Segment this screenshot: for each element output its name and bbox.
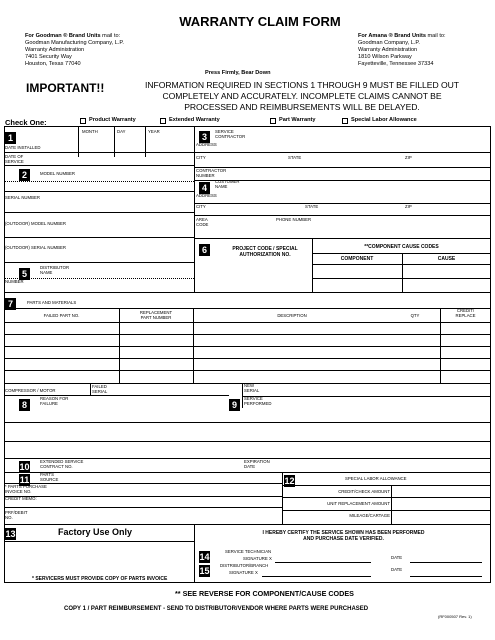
area-code-label: AREA CODE [196,217,209,227]
right-intro: For Amana ® Brand Units mail to: [358,33,446,39]
parts-source-label: PARTS SOURCE [40,472,59,482]
day-label: DAY [117,129,126,134]
right-address-line: Warranty Administration [358,46,418,53]
left-address-line: Warranty Administration [25,46,85,53]
phone-number-label: PHONE NUMBER [276,217,312,222]
project-code-label: PROJECT CODE / SPECIAL AUTHORIZATION NO. [232,246,298,258]
customer-address-label: ADDRESS [196,193,217,198]
contractor-city-field[interactable] [194,167,491,168]
year-label: YEAR [148,129,160,134]
parts-row[interactable] [4,334,491,335]
customer-city-label: CITY [196,204,206,209]
right-mailing-address [358,33,488,68]
credit-memo-label: CREDIT MEMO: [5,496,37,501]
section-3-number: 3 [199,131,210,143]
model-number-label: MODEL NUMBER [40,171,75,176]
month-label: MONTH [82,129,98,134]
customer-state-label: STATE [305,204,319,209]
customer-city-field[interactable] [194,215,491,216]
section-6-number: 6 [199,244,210,256]
prf-debit-label: PRF/DEBIT NO. [5,510,28,520]
left-intro: For Goodman ® Brand Units mail to: [25,33,121,39]
unit-replacement-field[interactable] [282,510,491,511]
parts-materials-label: PARTS AND MATERIALS [27,300,77,305]
right-address-line: Goodman Company, L.P. [358,39,420,46]
part-warranty-checkbox[interactable] [270,118,276,124]
important-line: PROCESSED AND REIMBURSEMENTS WILL BE DELAYED. [184,102,420,112]
outdoor-model-label: (OUTDOOR) MODEL NUMBER [5,221,66,226]
phone-number-field[interactable] [194,238,491,239]
technician-date-field[interactable] [410,562,482,563]
contractor-address-field[interactable] [194,152,491,153]
model-number-field[interactable] [4,191,194,192]
see-reverse-note: ** SEE REVERSE FOR COMPONENT/CAUSE CODES [175,589,354,598]
section-8-number: 8 [19,399,30,411]
section-9-number: 9 [229,399,240,411]
product-warranty-checkbox[interactable] [80,118,86,124]
special-labor-label: Special Labor Allowance [351,117,417,123]
replacement-header: REPLACEMENT PART NUMBER [139,310,173,320]
extended-contract-label: EXTENDED SERVICE CONTRACT NO. [40,459,84,469]
contractor-zip-label: ZIP [405,155,412,160]
copy-note: COPY 1 / PART REIMBURSEMENT - SEND TO DISTRIBUTOR/VENDOR WHERE PARTS WERE PURCHASED [64,606,369,612]
product-warranty-label: Product Warranty [89,117,136,123]
date-installed-field[interactable] [4,152,194,153]
reason-failure-field[interactable] [4,422,491,423]
parts-invoice-label: * PARTS PURCHASE INVOICE NO. [5,484,47,494]
important-line: INFORMATION REQUIRED IN SECTIONS 1 THROUGH 9 MUST BE FILLED OUT [145,80,459,90]
technician-label: SERVICE TECHNICIAN [225,549,272,554]
outdoor-serial-field[interactable] [4,262,194,263]
date-installed-label: DATE INSTALLED [5,145,41,150]
technician-signature-field[interactable] [275,562,371,563]
credit-check-label: CREDIT/CHECK AMOUNT [338,489,390,494]
serial-number-field[interactable] [4,212,194,213]
service-performed-field[interactable] [4,441,491,442]
extended-warranty-label: Extended Warranty [169,117,220,123]
customer-name-label: CUSTOMER NAME [215,179,240,189]
technician-signature-label: SIGNATURE X [243,556,272,561]
parts-invoice-field[interactable] [4,496,282,497]
credit-check-field[interactable] [282,497,491,498]
important-line: COMPLETELY AND ACCURATELY. INCOMPLETE CLAIMS CANNOT BE [162,91,442,101]
important-text [112,80,492,113]
contractor-number-label: CONTRACTOR NUMBER [196,168,227,178]
credit-replace-header: CREDIT/ REPLACE [455,308,476,318]
section-12-number: 12 [284,476,295,486]
date-of-service-field[interactable] [4,165,194,166]
press-note: Press Firmly, Bear Down [205,70,271,76]
form-title: WARRANTY CLAIM FORM [179,14,341,29]
invoice-note: * SERVICERS MUST PROVIDE COPY OF PARTS INVOICE [32,576,168,582]
left-mailing-address [25,33,195,68]
serial-number-label: SERIAL NUMBER [5,195,40,200]
distributor-signature-field[interactable] [262,576,371,577]
parts-row[interactable] [4,370,491,371]
distributor-date-field[interactable] [410,576,482,577]
compressor-motor-label: COMPRESSOR / MOTOR [5,388,56,393]
important-label: IMPORTANT!! [26,81,105,95]
form-border [4,126,491,583]
description-header: DESCRIPTION [277,313,307,318]
factory-use-label: Factory Use Only [58,527,133,537]
contractor-state-label: STATE [288,155,302,160]
parts-row[interactable] [4,346,491,347]
section-14-number: 14 [199,552,210,562]
special-labor-title: SPECIAL LABOR ALLOWANCE [345,476,407,481]
distributor-name-label: DISTRIBUTOR NAME [40,265,70,275]
customer-zip-label: ZIP [405,204,412,209]
distributor-date-label: DATE [391,567,403,572]
expiration-date-label: EXPIRATION DATE [244,459,270,469]
qty-header: QTY [410,313,420,318]
customer-address-field[interactable] [194,203,491,204]
section-11-number: 11 [19,475,30,485]
part-warranty-label: Part Warranty [279,117,316,123]
section-2-number: 2 [19,169,30,181]
contractor-city-label: CITY [196,155,206,160]
section-5-number: 5 [19,268,30,280]
section-1-number: 1 [5,132,16,144]
service-performed-label: SERVICE PERFORMED [244,396,272,406]
distributor-number-label: NUMBER [5,279,24,284]
left-address-line: 7401 Security Way [25,53,72,60]
service-contractor-label: SERVICE CONTRACTOR [215,129,246,139]
component-field[interactable] [312,278,491,279]
distributor-label: DISTRIBUTOR/BRANCH [220,563,269,568]
section-13-number: 13 [5,529,16,539]
section-4-number: 4 [199,182,210,194]
section-15-number: 15 [199,566,210,576]
revision-note: (RF000507 Rev. 1) [438,614,472,619]
check-one-label: Check One: [5,118,47,127]
special-labor-checkbox[interactable] [342,118,348,124]
parts-row[interactable] [4,358,491,359]
outdoor-model-field[interactable] [4,237,194,238]
reason-failure-label: REASON FOR FAILURE [40,396,69,406]
left-address-line: Goodman Manufacturing Company, L.P. [25,39,124,46]
technician-date-label: DATE [391,555,403,560]
distributor-signature-label: SIGNATURE X [229,570,258,575]
contractor-address-label: ADDRESS [196,142,217,147]
right-address-line: 1810 Wilson Parkway [358,53,412,60]
left-address-line: Houston, Texas 77040 [25,60,81,67]
component-label: COMPONENT [340,256,374,262]
date-of-service-label: DATE OF SERVICE [5,154,24,164]
failed-part-header: FAILED PART NO. [43,313,80,318]
mileage-label: MILEAGE/CARTAGE [349,513,390,518]
unit-replacement-label: UNIT REPLACEMENT AMOUNT [327,501,390,506]
section-7-number: 7 [5,298,16,310]
cause-label: CAUSE [437,256,456,262]
right-address-line: Fayetteville, Tennessee 37334 [358,60,434,67]
certify-text: I HEREBY CERTIFY THE SERVICE SHOWN HAS BEEN PERFORMED AND PURCHASE DATE VERIFIED. [262,530,425,542]
extended-warranty-checkbox[interactable] [160,118,166,124]
cause-codes-title: **COMPONENT CAUSE CODES [364,244,439,250]
credit-memo-field[interactable] [4,507,282,508]
outdoor-serial-label: (OUTDOOR) SERIAL NUMBER [5,245,66,250]
failed-serial-label: FAILED SERIAL [92,384,108,394]
new-serial-label: NEW SERIAL [244,383,260,393]
section-10-number: 10 [19,462,30,472]
